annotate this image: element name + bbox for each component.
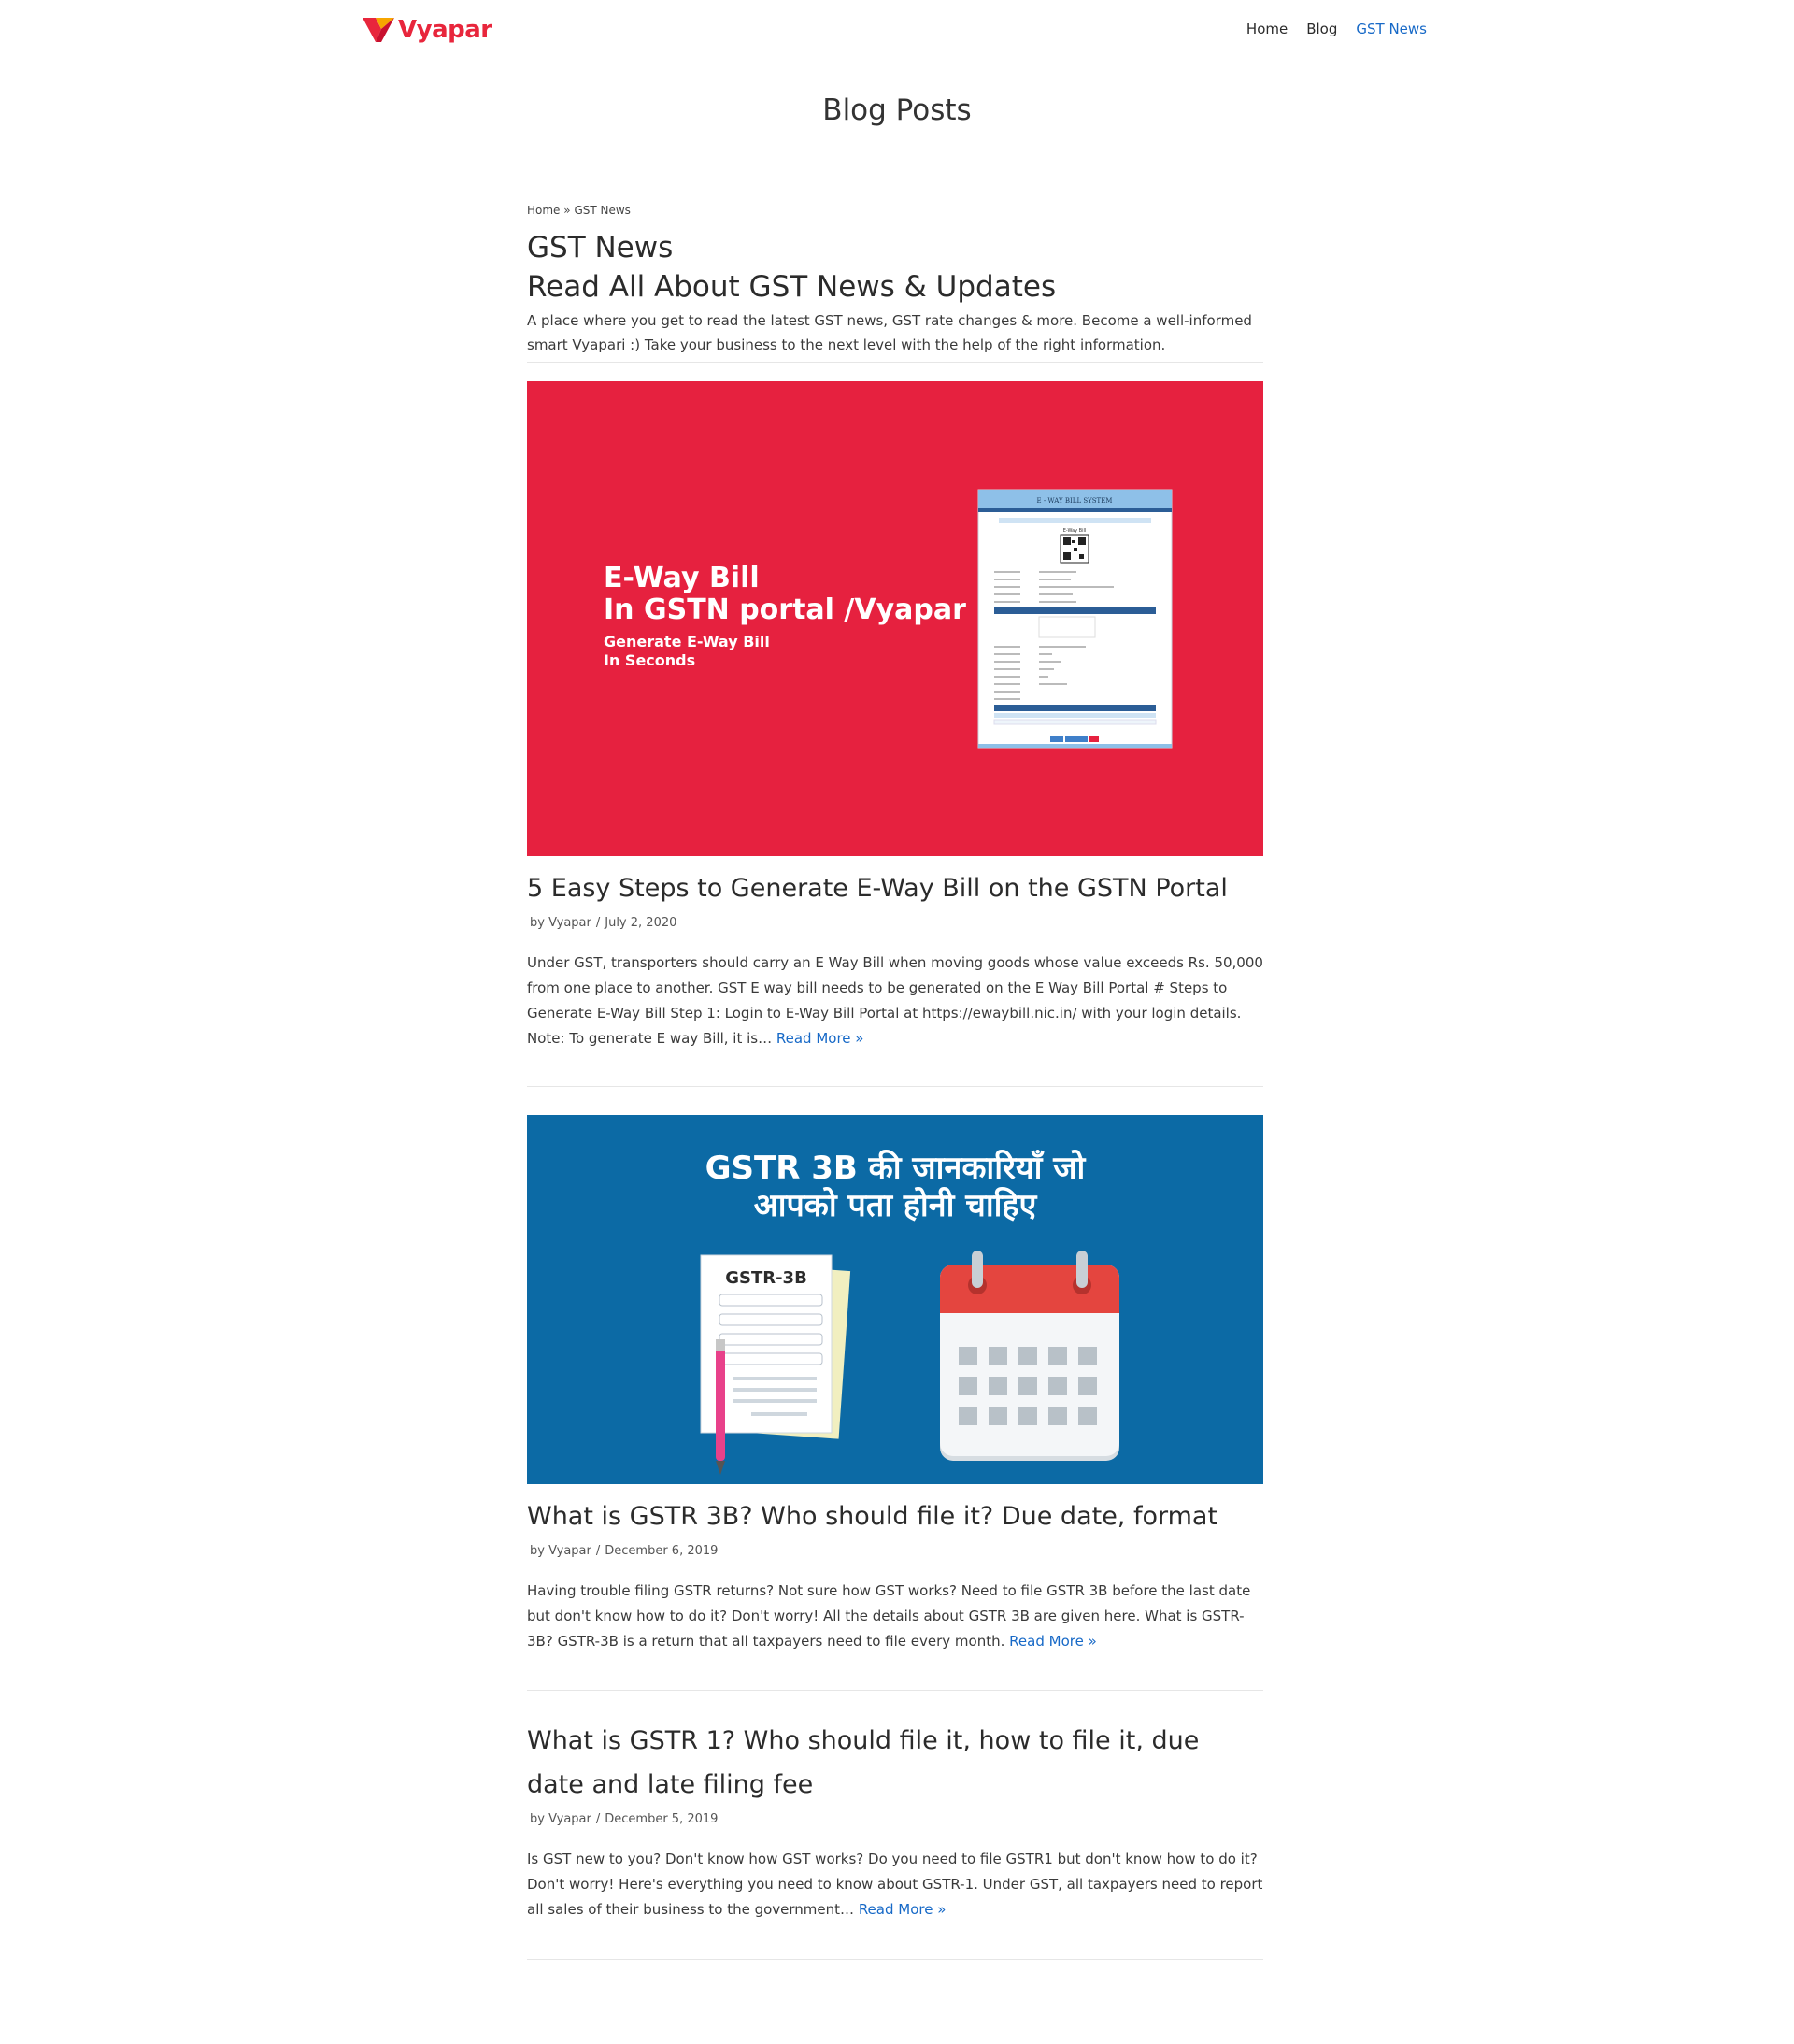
post-meta: by Vyapar / December 5, 2019 bbox=[530, 1812, 719, 1826]
breadcrumb bbox=[527, 204, 1263, 217]
logo-text: Vyapar bbox=[398, 16, 492, 44]
nav-blog[interactable]: Blog bbox=[1306, 21, 1338, 37]
page-title: Blog Posts bbox=[822, 93, 972, 127]
thumb-hindi-headline2: आपको पता होनी चाहिए bbox=[753, 1187, 1037, 1224]
calendar-illustration bbox=[940, 1251, 1119, 1461]
post-title[interactable] bbox=[527, 1719, 1263, 1807]
post-date: July 2, 2020 bbox=[605, 916, 677, 930]
thumb-headline1: E-Way Bill bbox=[604, 562, 760, 594]
breadcrumb-home[interactable]: Home bbox=[527, 204, 561, 217]
post-excerpt bbox=[527, 1579, 1263, 1654]
archive-title-line1: GST News bbox=[527, 231, 674, 264]
breadcrumb-separator: » bbox=[563, 204, 571, 217]
read-more-link[interactable]: Read More » bbox=[1009, 1633, 1097, 1650]
post-meta: by Vyapar / July 2, 2020 bbox=[530, 916, 677, 930]
read-more-link[interactable]: Read More » bbox=[776, 1030, 864, 1047]
doc-header: E - WAY BILL SYSTEM bbox=[1036, 497, 1113, 505]
breadcrumb-current: GST News bbox=[574, 204, 631, 217]
gstr3b-thumbnail bbox=[527, 1115, 1263, 1484]
archive-title-line2: Read All About GST News & Updates bbox=[527, 270, 1057, 304]
divider bbox=[527, 1959, 1263, 1960]
archive-title bbox=[527, 228, 1263, 307]
post-date: December 6, 2019 bbox=[605, 1544, 719, 1558]
post-excerpt bbox=[527, 951, 1263, 1051]
post-thumbnail-link[interactable] bbox=[527, 381, 1263, 856]
read-more-link[interactable]: Read More » bbox=[858, 1901, 947, 1918]
eway-bill-document-illustration bbox=[978, 490, 1172, 748]
thumb-hindi-headline1: GSTR 3B की जानकारियाँ जो bbox=[705, 1150, 1086, 1187]
post-card bbox=[527, 381, 1263, 1051]
nav-gst-news[interactable]: GST News bbox=[1356, 21, 1427, 37]
thumb-sub2: In Seconds bbox=[604, 651, 696, 669]
post-excerpt-text: Is GST new to you? Don't know how GST works? Do you need to file GSTR1 but don't know how to do it? Don't worry! Here's everything you need to know about GSTR-1. Under GST, all taxpayers need to report all sales of their business to the government… bbox=[527, 1851, 1263, 1918]
post-title-link[interactable]: What is GSTR 3B? Who should file it? Due date, format bbox=[527, 1502, 1218, 1531]
post-title[interactable] bbox=[527, 1494, 1263, 1538]
post-title-link[interactable]: What is GSTR 1? Who should file it, how to file it, due date and late filing fee bbox=[527, 1726, 1200, 1799]
post-card bbox=[527, 1719, 1263, 1923]
post-title-link[interactable]: 5 Easy Steps to Generate E-Way Bill on the GSTN Portal bbox=[527, 874, 1228, 903]
post-excerpt-text: Having trouble filing GSTR returns? Not sure how GST works? Need to file GSTR 3B before the last date but don't know how to do it? Don't worry! All the details about GSTR 3B are given here. What is GSTR-3B? GSTR-3B is a return that all taxpayers need to file every month. bbox=[527, 1582, 1251, 1650]
form-label: GSTR-3B bbox=[725, 1268, 807, 1288]
vyapar-logo[interactable] bbox=[363, 15, 492, 45]
divider bbox=[527, 1690, 1263, 1691]
post-meta: by Vyapar / December 6, 2019 bbox=[530, 1544, 719, 1558]
post-card bbox=[527, 1115, 1263, 1654]
post-excerpt bbox=[527, 1847, 1263, 1923]
divider bbox=[527, 362, 1263, 363]
post-date: December 5, 2019 bbox=[605, 1812, 719, 1826]
vyapar-logo-icon bbox=[363, 16, 394, 44]
doc-title: E-Way Bill bbox=[1062, 528, 1087, 534]
post-author[interactable]: by Vyapar bbox=[530, 916, 591, 930]
thumb-sub1: Generate E-Way Bill bbox=[604, 633, 770, 650]
main-nav bbox=[1246, 21, 1427, 37]
post-excerpt-text: Under GST, transporters should carry an E Way Bill when moving goods whose value exceeds Rs. 50,000 from one place to another. GST E way bill needs to be generated on the E Way Bill Portal # Steps to Generate E-Way Bill Step 1: Login to E-Way Bill Portal at https://ewaybill.nic.in/ with your login details. Note: To generate E way Bill, it is… bbox=[527, 954, 1263, 1047]
post-author[interactable]: by Vyapar bbox=[530, 1544, 591, 1558]
thumb-headline2: In GSTN portal /Vyapar bbox=[604, 593, 966, 626]
post-title[interactable] bbox=[527, 866, 1263, 910]
post-author[interactable]: by Vyapar bbox=[530, 1812, 591, 1826]
nav-home[interactable]: Home bbox=[1246, 21, 1289, 37]
eway-bill-thumbnail bbox=[527, 381, 1263, 856]
post-thumbnail-link[interactable] bbox=[527, 1115, 1263, 1484]
archive-description: A place where you get to read the latest GST news, GST rate changes & more. Become a well-informed smart Vyapari :) Take your business to the next level with the help of the right information. bbox=[527, 312, 1252, 353]
divider bbox=[527, 1086, 1263, 1087]
main-content bbox=[527, 204, 1263, 1918]
site-header bbox=[0, 0, 1794, 60]
